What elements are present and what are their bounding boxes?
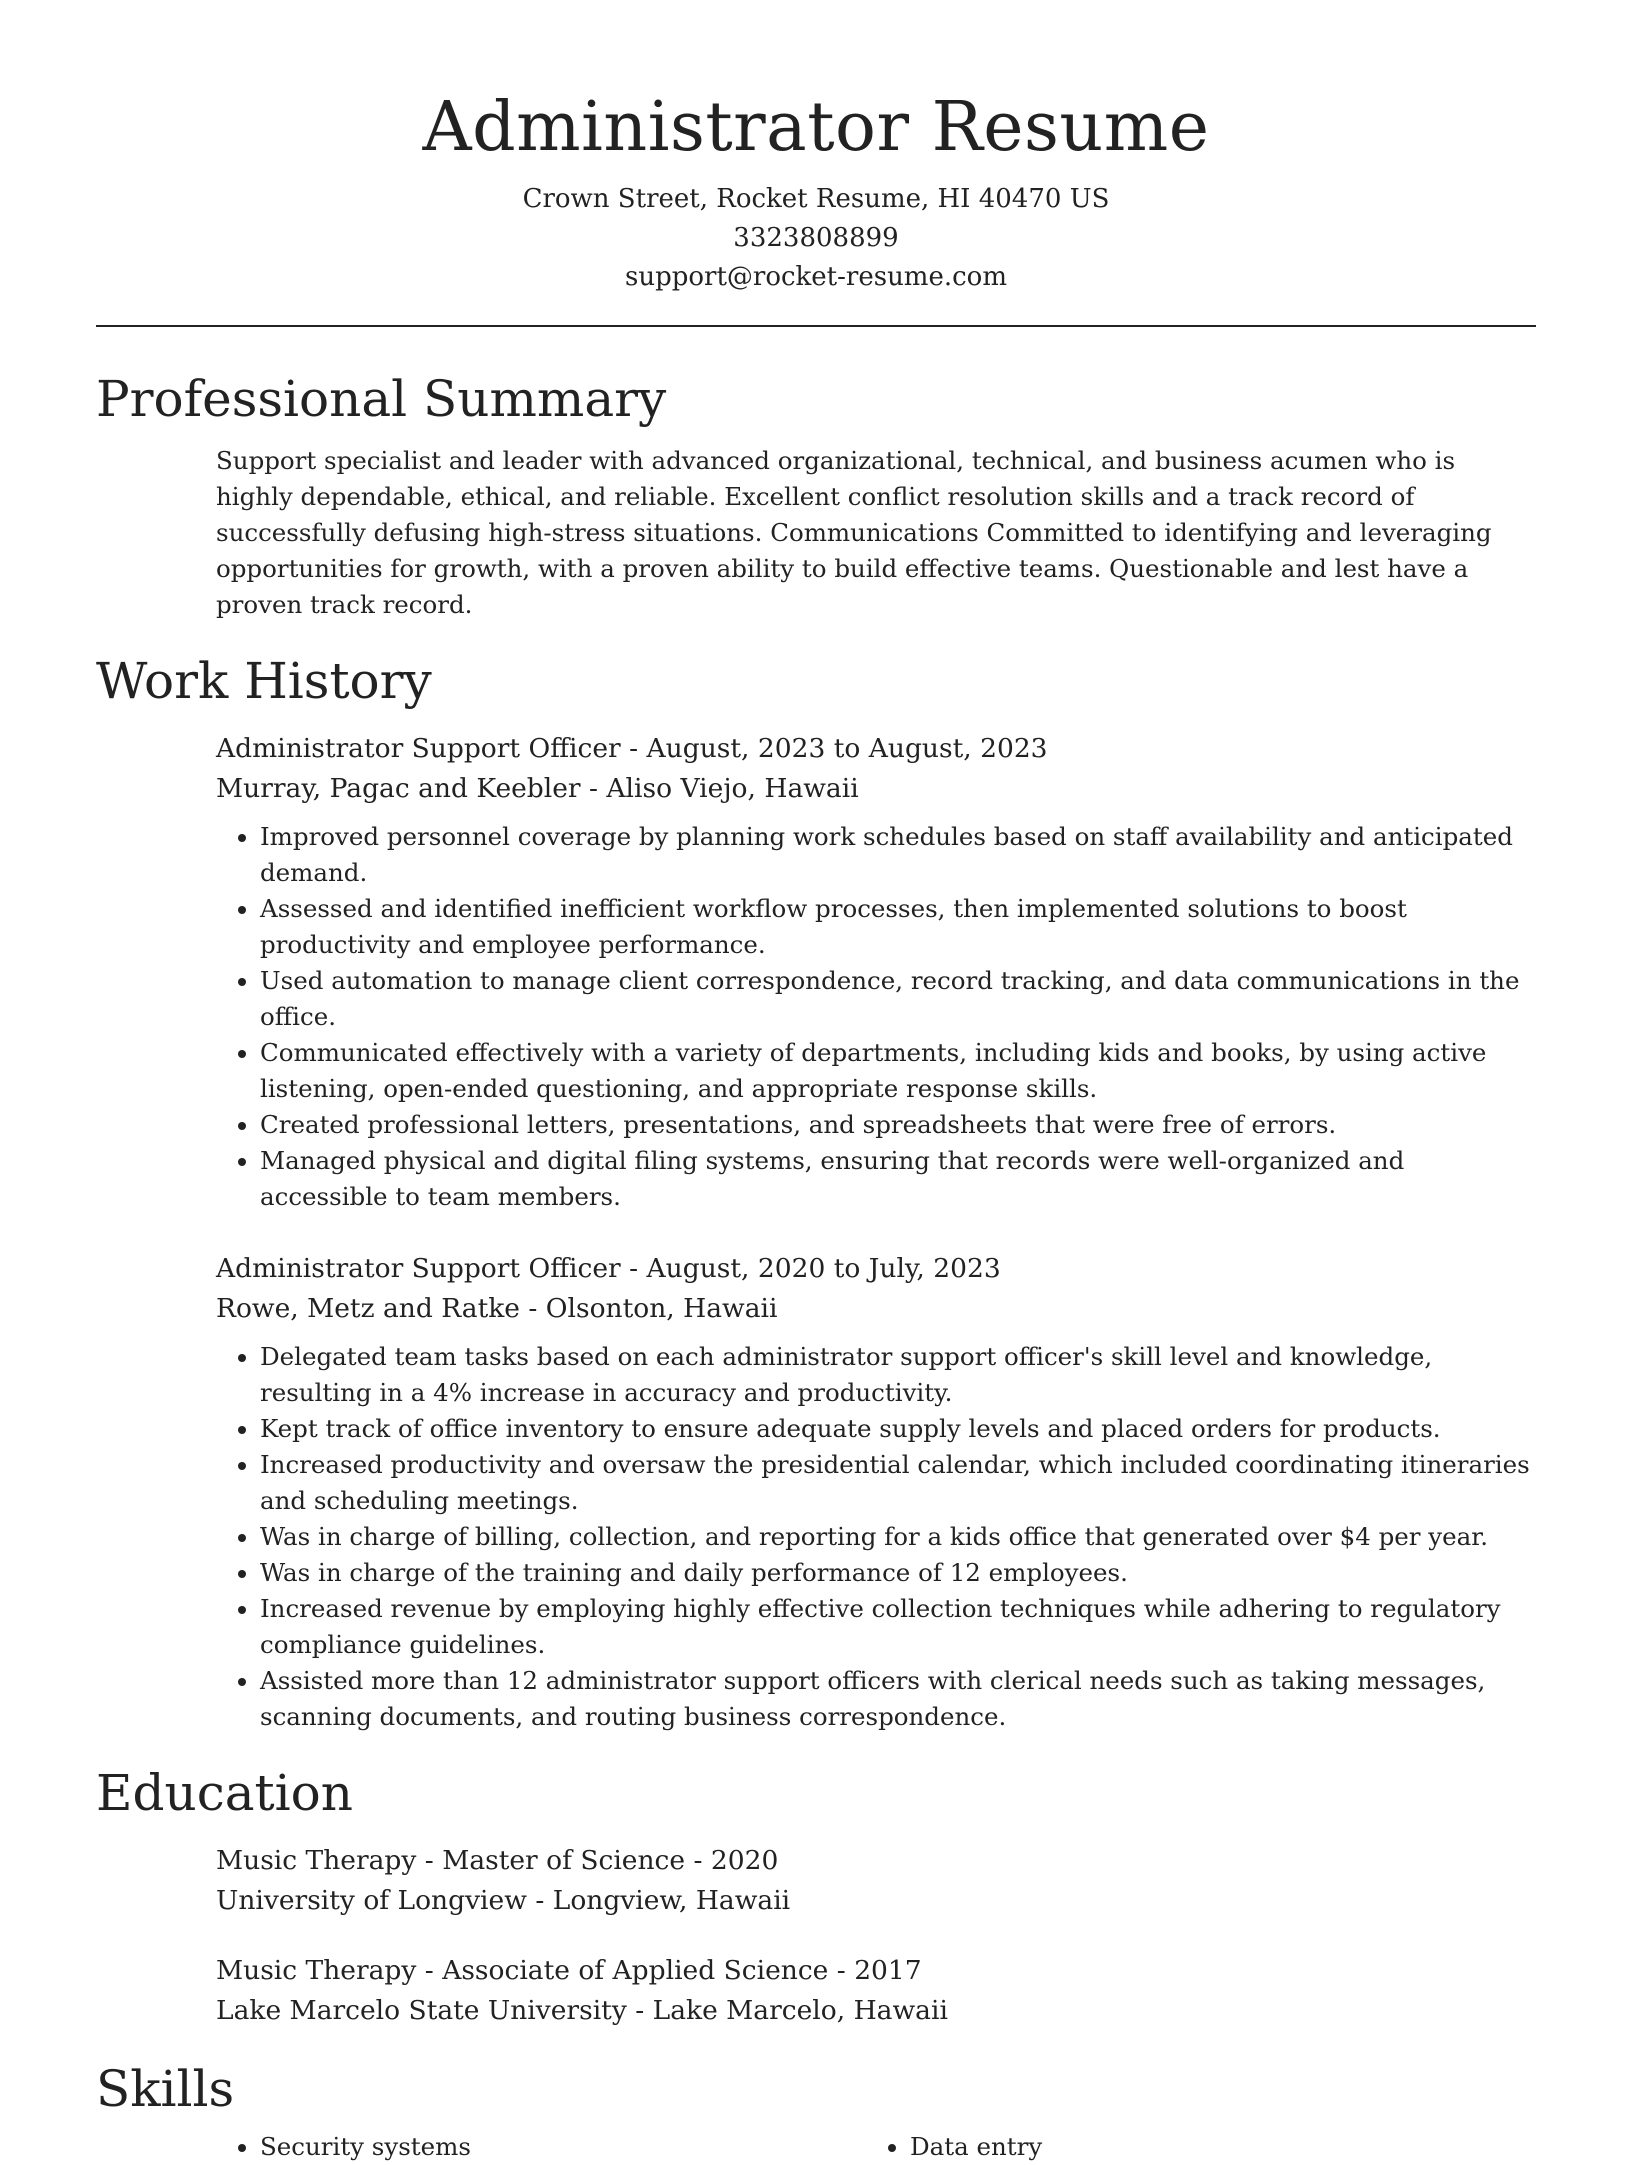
resume-page	[96, 0, 1536, 2165]
header-divider	[96, 325, 1536, 327]
list-item: • Was in charge of the training and daily performance of 12 employees.	[260, 1555, 1536, 1591]
job-entry	[216, 1249, 1536, 1735]
list-item: • Improved personnel coverage by planning work schedules based on staff availability and anticipated demand.	[260, 819, 1536, 891]
separator: -	[416, 1955, 443, 1986]
list-item: • Created professional letters, presentations, and spreadsheets that were free of errors.	[260, 1107, 1536, 1143]
skills-list-left	[216, 2129, 866, 2165]
edu-field: Music Therapy	[216, 1955, 417, 1986]
separator: -	[526, 1885, 553, 1916]
skills-section	[96, 2057, 1536, 2165]
job-company-line	[216, 1289, 1536, 1329]
list-item: • Assisted more than 12 administrator support officers with clerical needs such as taking messages, scanning documents, and routing business correspondence.	[260, 1663, 1536, 1735]
edu-location: Lake Marcelo, Hawaii	[652, 1995, 948, 2026]
job-entry	[216, 729, 1536, 1215]
job-company: Murray, Pagac and Keebler	[216, 773, 581, 804]
job-company: Rowe, Metz and Ratke	[216, 1293, 520, 1324]
education-section	[96, 1761, 1536, 2031]
list-item: • Delegated team tasks based on each administrator support officer's skill level and knowledge, resulting in a 4% increase in accuracy and productivity.	[260, 1339, 1536, 1411]
education-entry	[216, 1951, 1536, 2031]
edu-degree: Master of Science	[442, 1845, 686, 1876]
job-bullets	[216, 819, 1536, 1215]
list-item: • Security systems	[260, 2129, 866, 2165]
list-item: • Was in charge of billing, collection, and reporting for a kids office that generated over $4 per year.	[260, 1519, 1536, 1555]
separator: -	[620, 733, 647, 764]
job-role: Administrator Support Officer	[216, 1253, 621, 1284]
skills-columns	[216, 2129, 1536, 2165]
phone: 3323808899	[733, 223, 899, 253]
separator: -	[828, 1955, 855, 1986]
summary-section	[96, 367, 1536, 623]
edu-year: 2017	[854, 1955, 922, 1986]
resume-title: Administrator Resume	[422, 88, 1210, 167]
separator: -	[580, 773, 607, 804]
section-title-work-history: Work History	[96, 652, 432, 710]
section-title-education: Education	[96, 1764, 353, 1822]
list-item: • Increased revenue by employing highly effective collection techniques while adhering to regulatory compliance guidelines.	[260, 1591, 1536, 1663]
list-item: • Kept track of office inventory to ensure adequate supply levels and placed orders for products.	[260, 1411, 1536, 1447]
section-title-summary: Professional Summary	[96, 370, 667, 428]
separator: -	[626, 1995, 653, 2026]
summary-text: Support specialist and leader with advanced organizational, technical, and business acumen who is highly dependable, ethical, and reliable. Excellent conflict resolution skills and a track record of successfully defusing high-stress situations. Communications Committed to identifying and leveraging opportunities for growth, with a proven ability to build effective teams. Questionable and lest have a proven track record.	[216, 446, 1492, 619]
list-item: • Increased productivity and oversaw the presidential calendar, which included coordinating itineraries and scheduling meetings.	[260, 1447, 1536, 1519]
address: Crown Street, Rocket Resume, HI 40470 US	[522, 184, 1110, 214]
edu-school: Lake Marcelo State University	[216, 1995, 627, 2026]
job-dates: August, 2020 to July, 2023	[646, 1253, 1001, 1284]
section-title-skills: Skills	[96, 2060, 235, 2118]
skills-list-right	[866, 2129, 1516, 2165]
job-title-line	[216, 729, 1536, 769]
email: support@rocket-resume.com	[624, 262, 1007, 292]
degree-line	[216, 1841, 1536, 1881]
education-entry	[216, 1841, 1536, 1921]
degree-line	[216, 1951, 1536, 1991]
list-item: • Data entry	[910, 2129, 1516, 2165]
separator: -	[519, 1293, 546, 1324]
edu-field: Music Therapy	[216, 1845, 417, 1876]
contact-block	[96, 180, 1536, 297]
edu-degree: Associate of Applied Science	[442, 1955, 829, 1986]
school-line	[216, 1991, 1536, 2031]
edu-year: 2020	[710, 1845, 779, 1876]
job-title-line	[216, 1249, 1536, 1289]
separator: -	[416, 1845, 443, 1876]
job-bullets	[216, 1339, 1536, 1735]
job-role: Administrator Support Officer	[216, 733, 621, 764]
list-item: • Managed physical and digital filing systems, ensuring that records were well-organized and accessible to team members.	[260, 1143, 1536, 1215]
resume-header	[96, 0, 1536, 297]
job-location: Olsonton, Hawaii	[545, 1293, 778, 1324]
list-item: • Assessed and identified inefficient workflow processes, then implemented solutions to boost productivity and employee performance.	[260, 891, 1536, 963]
school-line	[216, 1881, 1536, 1921]
work-history-section	[96, 649, 1536, 1735]
list-item: • Used automation to manage client correspondence, record tracking, and data communications in the office.	[260, 963, 1536, 1035]
separator: -	[685, 1845, 711, 1876]
job-company-line	[216, 769, 1536, 809]
edu-location: Longview, Hawaii	[552, 1885, 791, 1916]
job-location: Aliso Viejo, Hawaii	[606, 773, 859, 804]
job-dates: August, 2023 to August, 2023	[646, 733, 1048, 764]
separator: -	[620, 1253, 647, 1284]
list-item: • Communicated effectively with a variety of departments, including kids and books, by using active listening, open-ended questioning, and appropriate response skills.	[260, 1035, 1536, 1107]
edu-school: University of Longview	[216, 1885, 527, 1916]
